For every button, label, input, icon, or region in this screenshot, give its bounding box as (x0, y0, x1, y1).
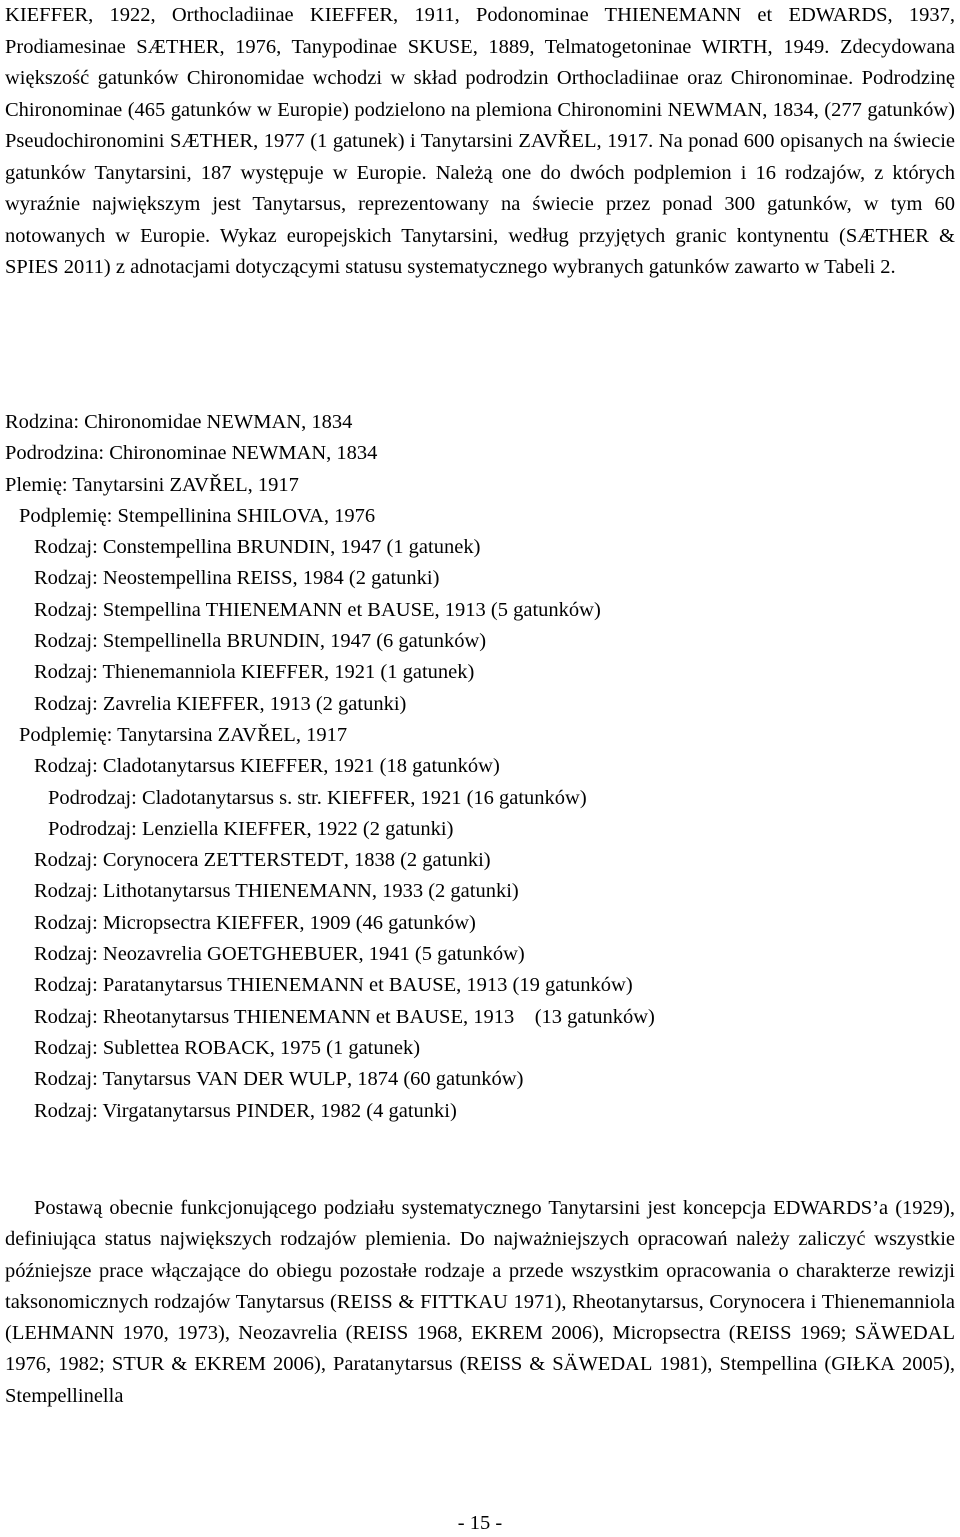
taxon-genus: Rodzaj: Neozavrelia GOETGHEBUER, 1941 (5 gatunków) (34, 943, 525, 966)
taxon-genus: Rodzaj: Zavrelia KIEFFER, 1913 (2 gatunki) (34, 692, 407, 715)
taxon-subgenus: Podrodzaj: Cladotanytarsus s. str. KIEFFER, 1921 (16 gatunków) (48, 786, 587, 809)
taxon-genus: Rodzaj: Lithotanytarsus THIENEMANN, 1933 (2 gatunki) (34, 880, 519, 903)
taxon-subfamily: Podrodzina: Chironominae NEWMAN, 1834 (5, 442, 378, 465)
taxon-subtribe: Podplemię: Tanytarsina ZAVŘEL, 1917 (19, 723, 348, 746)
taxon-genus: Rodzaj: Paratanytarsus THIENEMANN et BAUSE, 1913 (19 gatunków) (34, 974, 633, 997)
taxon-genus: Rodzaj: Constempellina BRUNDIN, 1947 (1 gatunek) (34, 536, 481, 559)
taxon-subtribe: Podplemię: Stempellinina SHILOVA, 1976 (19, 504, 376, 527)
taxon-genus: Rodzaj: Rheotanytarsus THIENEMANN et BAUSE, 1913 (13 gatunków) (34, 1005, 655, 1028)
taxon-genus: Rodzaj: Thienemanniola KIEFFER, 1921 (1 gatunek) (34, 661, 475, 684)
intro-paragraph: KIEFFER, 1922, Orthocladiinae KIEFFER, 1911, Podonominae THIENEMANN et EDWARDS, 1937, Prodiamesinae SÆTHER, 1976, Tanypodinae SKUSE, 1889, Telmatogetoninae WIRTH, 1949. Zdecydowana większość gatunków Chironomidae wchodzi w skład podrodzin Orthocladiinae oraz Chironominae. Podrodzinę Chironominae (465 gatunków w Europie) podzielono na plemiona Chironomini NEWMAN, 1834, (277 gatunków) Pseudochironomini SÆTHER, 1977 (1 gatunek) i Tanytarsini ZAVŘEL, 1917. Na ponad 600 opisanych na świecie gatunków Tanytarsini, 187 występuje w Europie. Należą one do dwóch podplemion i 16 rodzajów, z których wyraźnie największym jest Tanytarsus, reprezentowany na świecie przez ponad 300 gatunków, w tym 60 notowanych w Europie. Wykaz europejskich Tanytarsini, według przyjętych granic kontynentu (SÆTHER & SPIES 2011) z adnotacjami dotyczącymi statusu systematycznego wybranych gatunków zawarto w Tabeli 2. (5, 4, 956, 278)
taxon-genus: Rodzaj: Sublettea ROBACK, 1975 (1 gatunek) (34, 1036, 421, 1059)
page-number: - 15 - (457, 1512, 503, 1534)
taxon-genus: Rodzaj: Corynocera ZETTERSTEDT, 1838 (2 gatunki) (34, 849, 491, 872)
taxon-genus: Rodzaj: Stempellinella BRUNDIN, 1947 (6 gatunków) (34, 630, 487, 653)
taxon-genus: Rodzaj: Cladotanytarsus KIEFFER, 1921 (18 gatunków) (34, 755, 500, 778)
taxon-tribe: Plemię: Tanytarsini ZAVŘEL, 1917 (5, 473, 299, 496)
taxon-genus: Rodzaj: Neostempellina REISS, 1984 (2 gatunki) (34, 567, 440, 590)
taxon-subgenus: Podrodzaj: Lenziella KIEFFER, 1922 (2 gatunki) (48, 817, 454, 840)
taxonomy-list (5, 407, 955, 1127)
taxon-genus: Rodzaj: Virgatanytarsus PINDER, 1982 (4 gatunki) (34, 1099, 457, 1122)
taxon-genus: Rodzaj: Tanytarsus VAN DER WULP, 1874 (60 gatunków) (34, 1068, 524, 1091)
taxon-genus: Rodzaj: Stempellina THIENEMANN et BAUSE, 1913 (5 gatunków) (34, 598, 601, 621)
taxon-genus: Rodzaj: Micropsectra KIEFFER, 1909 (46 gatunków) (34, 911, 476, 934)
closing-paragraph: Postawą obecnie funkcjonującego podziału systematycznego Tanytarsini jest koncepcja EDWARDS’a (1929), definiująca status największych rodzajów plemienia. Do najważniejszych opracowań należy zaliczyć wszystkie późniejsze prace włączające do obiegu pozostałe rodzaje a przede wszystkim opracowania o charakterze rewizji taksonomicznych rodzajów Tanytarsus (REISS & FITTKAU 1971), Rheotanytarsus, Corynocera i Thienemanniola (LEHMANN 1970, 1973), Neozavrelia (REISS 1968, EKREM 2006), Micropsectra (REISS 1969; SÄWEDAL 1976, 1982; STUR & EKREM 2006), Paratanytarsus (REISS & SÄWEDAL 1981), Stempellina (GIŁKA 2005), Stempellinella (5, 1197, 955, 1407)
taxon-family: Rodzina: Chironomidae NEWMAN, 1834 (5, 411, 353, 433)
